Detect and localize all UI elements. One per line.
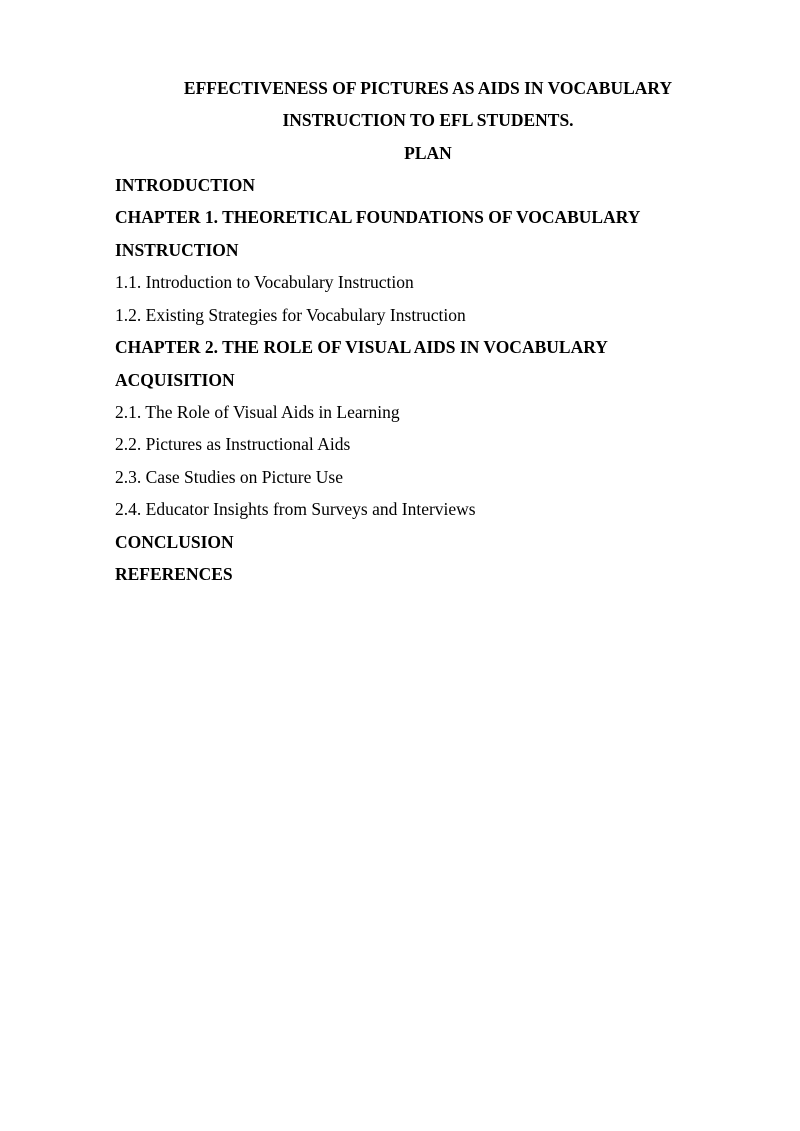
document-title-line-2: INSTRUCTION TO EFL STUDENTS. [282, 110, 574, 130]
toc-chapter-1-heading-cont: INSTRUCTION [115, 240, 239, 260]
toc-introduction: INTRODUCTION [115, 175, 256, 195]
toc-section-2-4: 2.4. Educator Insights from Surveys and Interviews [115, 499, 476, 519]
toc-conclusion: CONCLUSION [115, 532, 234, 552]
toc-chapter-1-heading: CHAPTER 1. THEORETICAL FOUNDATIONS OF VOCABULARY [115, 207, 641, 227]
toc-references: REFERENCES [115, 564, 233, 584]
document-title-line-1: EFFECTIVENESS OF PICTURES AS AIDS IN VOCABULARY [183, 78, 673, 98]
toc-section-2-1: 2.1. The Role of Visual Aids in Learning [115, 402, 400, 422]
toc-chapter-2-heading-cont: ACQUISITION [115, 370, 235, 390]
toc-section-1-1: 1.1. Introduction to Vocabulary Instruction [115, 272, 414, 292]
toc-chapter-2-heading: CHAPTER 2. THE ROLE OF VISUAL AIDS IN VOCABULARY [115, 337, 608, 357]
toc-section-2-2: 2.2. Pictures as Instructional Aids [115, 434, 351, 454]
toc-section-1-2: 1.2. Existing Strategies for Vocabulary Instruction [115, 305, 466, 325]
plan-heading: PLAN [404, 143, 452, 163]
toc-section-2-3: 2.3. Case Studies on Picture Use [115, 467, 343, 487]
